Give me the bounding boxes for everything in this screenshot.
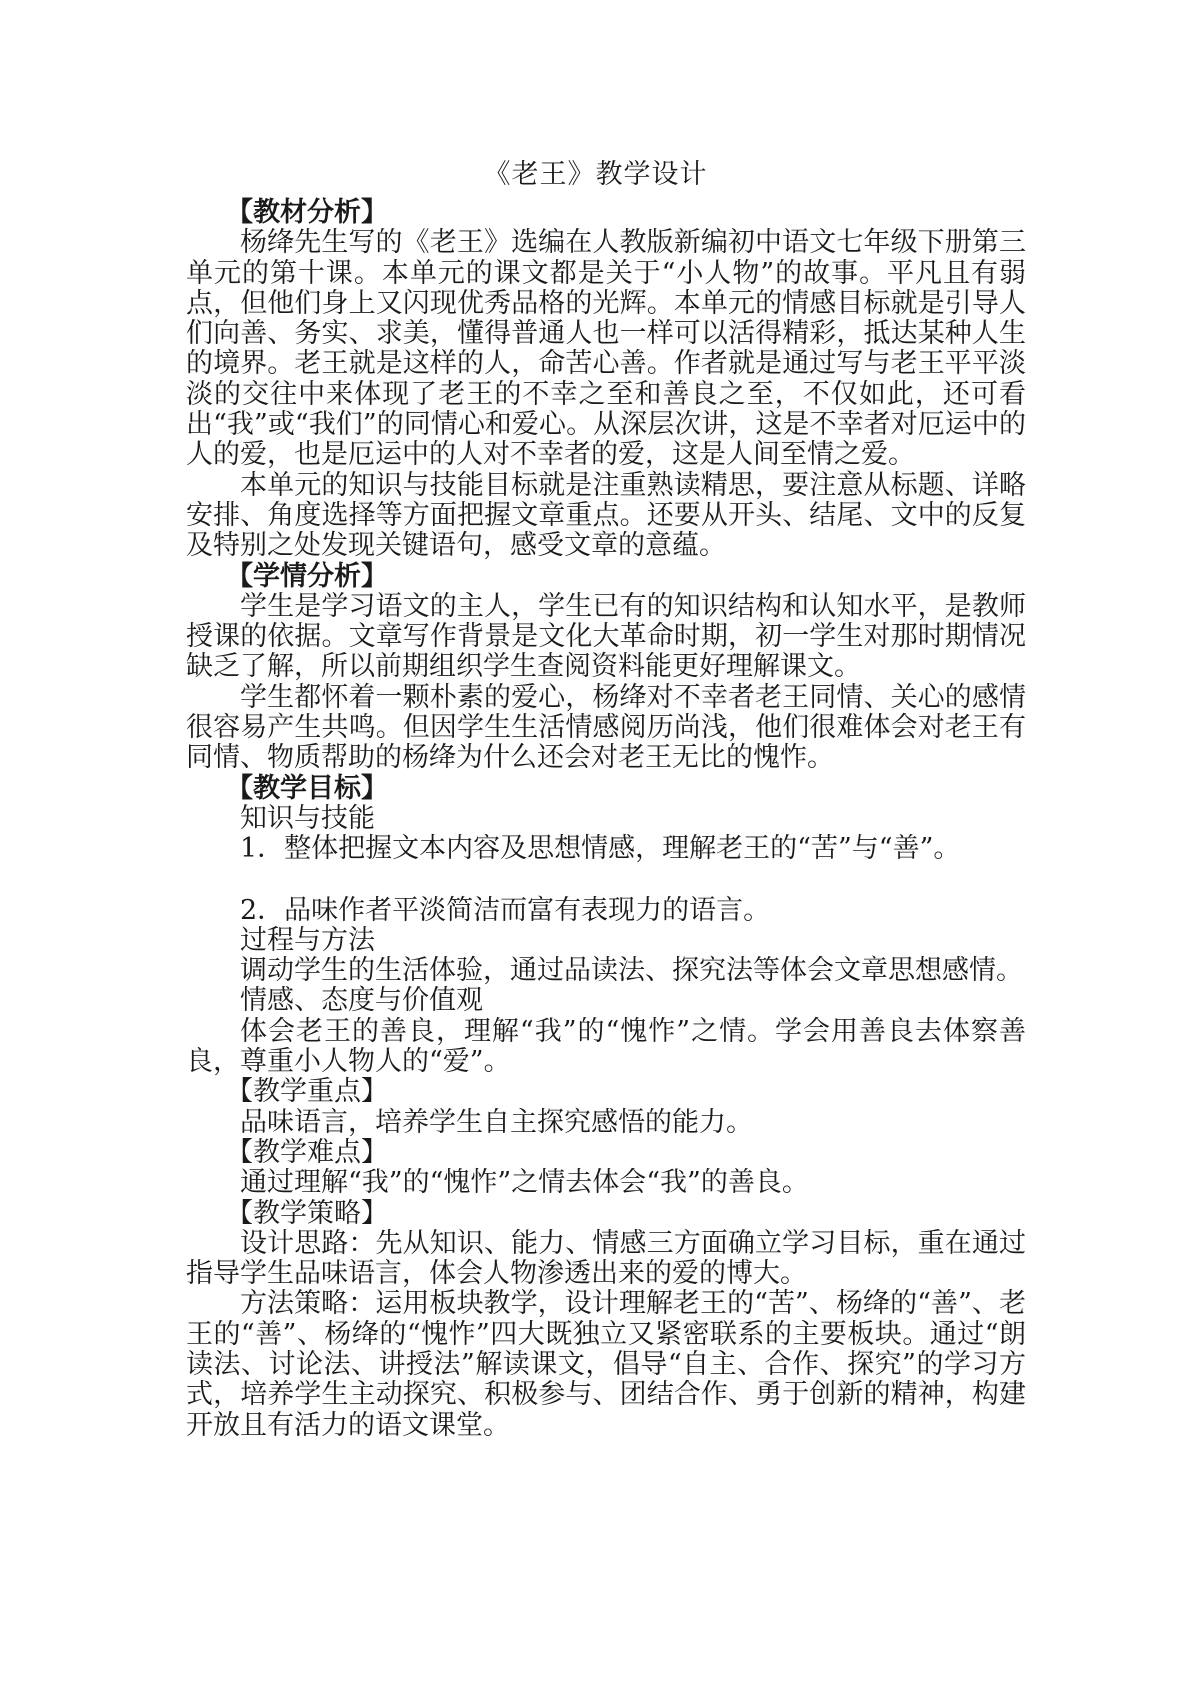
key-points-text: 品味语言，培养学生自主探究感悟的能力。 [240, 1106, 753, 1138]
materials-paragraph-1: 杨绛先生写的《老王》选编在人教版新编初中语文七年级下册第三单元的第十课。本单元的课文都是关于“小人物”的故事。平凡且有弱点，但他们身上又闪现优秀品格的光辉。本单元的情感目标就是引导人们向善、务实、求美，懂得普通人也一样可以活得精彩，抵达某种人生的境界。老王就是这样的人，命苦心善。作者就是通过写与老王平平淡淡的交往中来体现了老王的不幸之至和善良之至，不仅如此，还可看出“我”或“我们”的同情心和爱心。从深层次讲，这是不幸者对厄运中的人的爱，也是厄运中的人对不幸者的爱，这是人间至情之爱。 [186, 227, 1026, 471]
materials-paragraph-2: 本单元的知识与技能目标就是注重熟读精思，要注意从标题、详略安排、角度选择等方面把握文章重点。还要从开头、结尾、文中的反复及特别之处发现关键语句，感受文章的意蕴。 [186, 469, 1026, 562]
goals-process-label: 过程与方法 [240, 924, 375, 956]
goals-item-1: 1．整体把握文本内容及思想情感，理解老王的“苦”与“善”。 [240, 833, 961, 865]
section-heading-key-points: 【教学重点】 [226, 1076, 388, 1108]
strategy-paragraph-2: 方法策略：运用板块教学，设计理解老王的“苦”、杨绛的“善”、老王的“善”、杨绛的“愧怍”四大既独立又紧密联系的主要板块。通过“朗读法、讨论法、讲授法”解读课文，倡导“自主、合作、探究”的学习方式，培养学生主动探究、积极参与、团结合作、勇于创新的精神，构建开放且有活力的语文课堂。 [186, 1288, 1026, 1441]
goals-emotion-label: 情感、态度与价值观 [240, 985, 483, 1017]
blank-line [186, 865, 1026, 896]
students-paragraph-1: 学生是学习语文的主人，学生已有的知识结构和认知水平，是教师授课的依据。文章写作背景是文化大革命时期，初一学生对那时期情况缺乏了解，所以前期组织学生查阅资料能更好理解课文。 [186, 590, 1026, 683]
section-heading-materials: 【教材分析】 [226, 197, 388, 228]
goals-emotion-text: 体会老王的善良，理解“我”的“愧怍”之情。学会用善良去体察善良，尊重小人物人的“爱”。 [186, 1015, 1026, 1078]
section-heading-students: 【学情分析】 [226, 560, 388, 592]
document-body [186, 198, 1026, 1441]
document-title: 《老王》教学设计 [483, 159, 708, 190]
strategy-paragraph-1: 设计思路：先从知识、能力、情感三方面确立学习目标，重在通过指导学生品味语言，体会人物渗透出来的爱的博大。 [186, 1227, 1026, 1290]
section-heading-strategy: 【教学策略】 [226, 1197, 388, 1229]
goals-process-text: 调动学生的生活体验，通过品读法、探究法等体会文章思想感情。 [240, 955, 1023, 987]
section-heading-goals: 【教学目标】 [226, 772, 388, 804]
goals-item-2: 2．品味作者平淡简洁而富有表现力的语言。 [240, 894, 771, 926]
difficulties-text: 通过理解“我”的“愧怍”之情去体会“我”的善良。 [240, 1167, 809, 1199]
goals-knowledge-label: 知识与技能 [240, 802, 375, 834]
students-paragraph-2: 学生都怀着一颗朴素的爱心，杨绛对不幸者老王同情、关心的感情很容易产生共鸣。但因学生生活情感阅历尚浅，他们很难体会对老王有同情、物质帮助的杨绛为什么还会对老王无比的愧怍。 [186, 681, 1026, 774]
section-heading-difficulties: 【教学难点】 [226, 1136, 388, 1168]
